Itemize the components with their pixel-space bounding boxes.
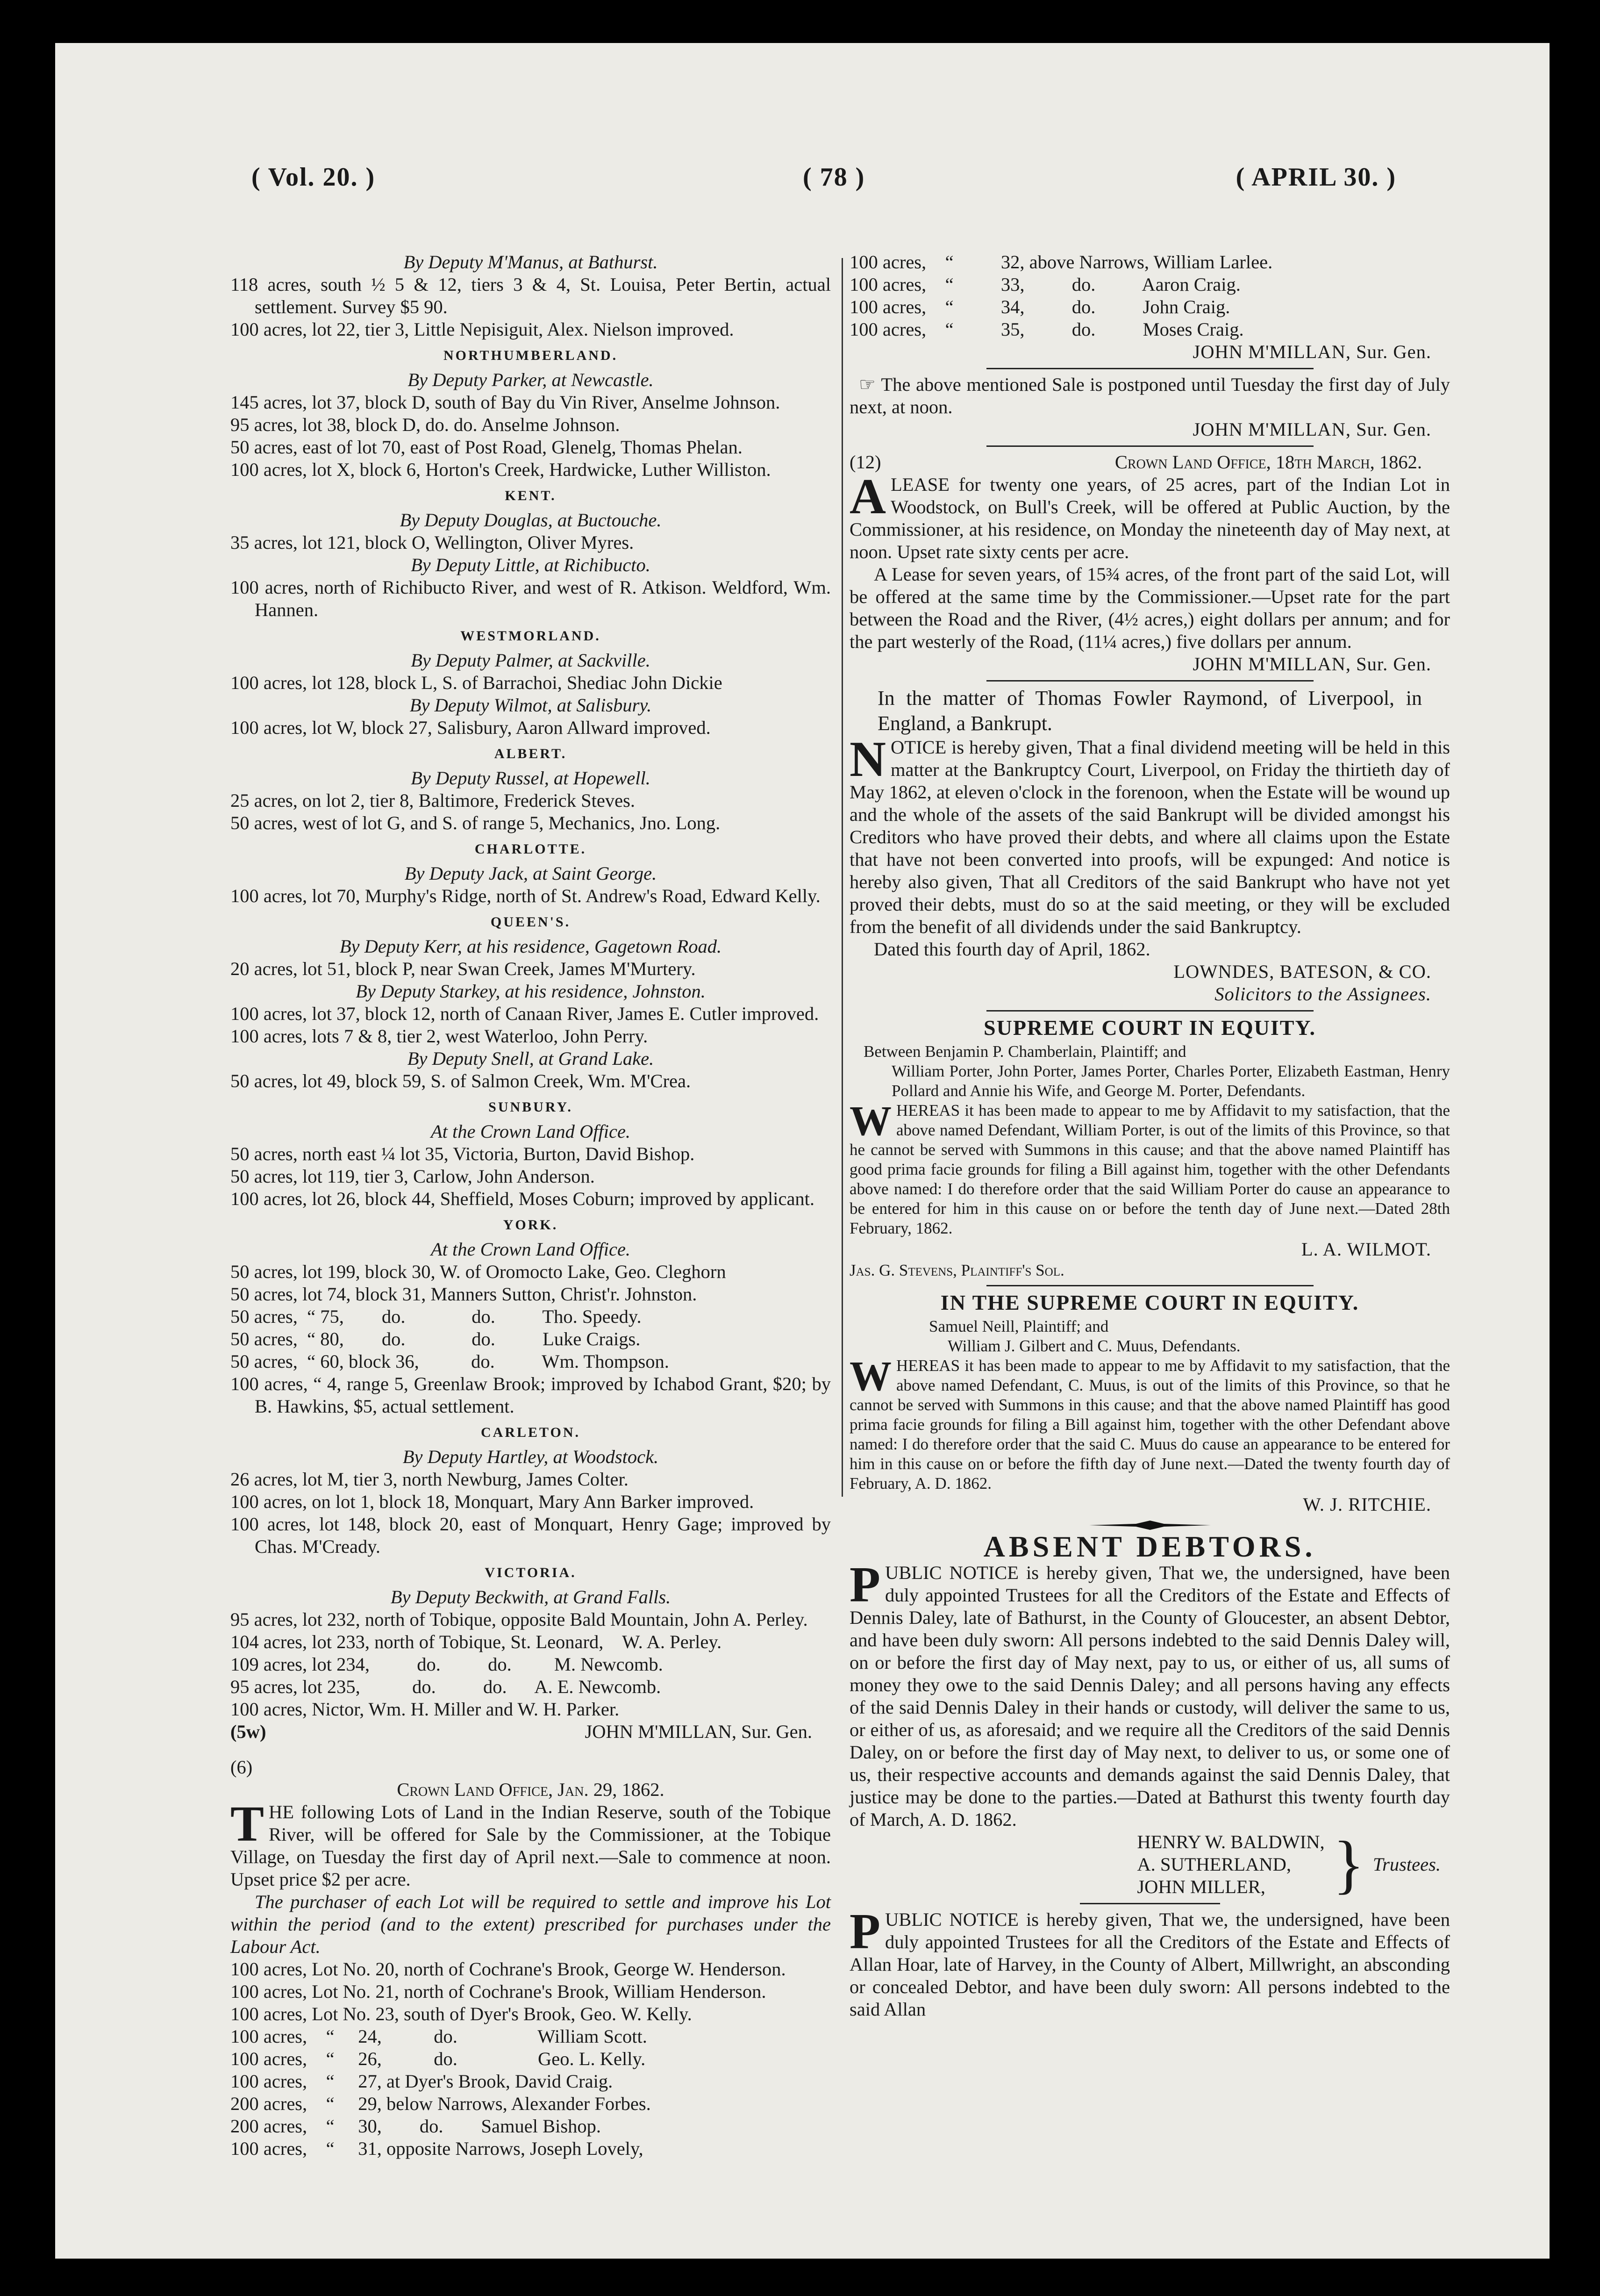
signature-mcmillan: JOHN M'MILLAN, Sur. Gen. (1193, 419, 1431, 440)
notice-body: HE following Lots of Land in the Indian Reserve, south of the Tobique River, will be offered for Sale by the Commissioner, at the Tobique Village, on Tuesday the first day of April next.—Sale to commence at noon. Upset price $2 per acre. (230, 1801, 831, 1890)
case-parties: William J. Gilbert and C. Muus, Defendants. (948, 1337, 1241, 1355)
signature-mcmillan: JOHN M'MILLAN, Sur. Gen. (1193, 341, 1431, 362)
deputy-heading: By Deputy Wilmot, at Salisbury. (409, 695, 652, 716)
county-heading: QUEEN'S. (490, 914, 571, 930)
postponement-notice (850, 373, 1450, 418)
deputy-heading: By Deputy Kerr, at his residence, Gagetown Road. (339, 936, 722, 957)
notice-number: (12) (850, 452, 881, 473)
right-column (850, 251, 1450, 2144)
county-heading: NORTHUMBERLAND. (443, 348, 618, 363)
land-entry: 95 acres, lot 235, do. do. A. E. Newcomb. (230, 1676, 661, 1697)
drop-cap: P (850, 1904, 880, 1959)
drop-cap: W (850, 1353, 892, 1399)
notice-dateline-row (850, 451, 1450, 474)
signature-lowndes: LOWNDES, BATESON, & CO. (1173, 961, 1431, 982)
notice-body: UBLIC NOTICE is hereby given, That we, the undersigned, have been duly appointed Trustees for all the Creditors of the Estate and Effects of Dennis Daley, late of Bathurst, in the County of Gloucester, an absent Debtor, and have been duly sworn: All persons indebted to the said Dennis Daley will, on or before the first day of May next, pay to us, or either of us, all sums of money they owe to the said Dennis Daley; and all persons having any effects of the said Dennis Daley in their hands or custody, will deliver the same to us, or either of us, as aforesaid; and we require all the Creditors of the said Dennis Daley, on or before the first day of May next, to deliver to us, or some one of us, their respective accounts and demands against the said Dennis Daley, that justice may be done to the parties.—Dated at Bathurst this twenty fourth day of March, A. D. 1862. (850, 1562, 1450, 1830)
land-entry: 50 acres, lot 74, block 31, Manners Sutton, Christ'r. Johnston. (230, 1284, 697, 1305)
land-entry: 50 acres, lot 199, block 30, W. of Oromocto Lake, Geo. Cleghorn (230, 1261, 726, 1282)
section-rule (986, 1009, 1314, 1012)
land-entry: 50 acres, north east ¼ lot 35, Victoria, Burton, David Bishop. (230, 1143, 695, 1164)
land-entry: 100 acres, lot 148, block 20, east of Monquart, Henry Gage; improved by Chas. M'Cready. (230, 1514, 831, 1557)
signature-ritchie: W. J. RITCHIE. (1303, 1494, 1431, 1515)
deputy-heading: By Deputy Snell, at Grand Lake. (407, 1048, 654, 1069)
page-number: ( 78 ) (803, 163, 865, 192)
land-entry: 145 acres, lot 37, block D, south of Bay du Vin River, Anselme Johnson. (230, 392, 780, 413)
bankruptcy-heading: In the matter of Thomas Fowler Raymond, of Liverpool, in England, a Bankrupt. (878, 687, 1422, 735)
lot-entry: 100 acres, Lot No. 21, north of Cochrane's Brook, William Henderson. (230, 1981, 766, 2002)
signature-mcmillan: JOHN M'MILLAN, Sur. Gen. (585, 1721, 812, 1742)
deputy-heading: By Deputy Beckwith, at Grand Falls. (390, 1586, 671, 1607)
land-entry: 50 acres, “ 75, do. do. Tho. Speedy. (230, 1306, 642, 1327)
lot-entry: 100 acres, Lot No. 20, north of Cochrane's Brook, George W. Henderson. (230, 1959, 786, 1980)
land-entry: 109 acres, lot 234, do. do. M. Newcomb. (230, 1654, 663, 1675)
case-parties: Between Benjamin P. Chamberlain, Plaintiff; and (864, 1042, 1186, 1061)
office-dateline: Crown Land Office, Jan. 29, 1862. (397, 1779, 664, 1800)
dated-line: Dated this fourth day of April, 1862. (874, 939, 1150, 960)
land-entry: 20 acres, lot 51, block P, near Swan Creek, James M'Murtery. (230, 958, 696, 979)
lot-entry: 100 acres, “ 24, do. William Scott. (230, 2026, 647, 2047)
equity-order-1 (850, 1098, 1450, 1238)
trustees-label: Trustees. (1372, 1854, 1441, 1875)
land-entry: 50 acres, lot 119, tier 3, Carlow, John Anderson. (230, 1166, 595, 1187)
land-entry: 35 acres, lot 121, block O, Wellington, Oliver Myres. (230, 532, 634, 553)
deputy-heading: By Deputy Hartley, at Woodstock. (402, 1446, 659, 1467)
land-entry: 100 acres, lot 128, block L, S. of Barrachoi, Shediac John Dickie (230, 672, 722, 693)
lot-entry: 100 acres, “ 35, do. Moses Craig. (850, 319, 1244, 340)
deputy-heading: By Deputy Douglas, at Buctouche. (400, 509, 662, 531)
land-entry: 100 acres, lot X, block 6, Horton's Creek, Hardwicke, Luther Williston. (230, 459, 771, 480)
land-entry: 104 acres, lot 233, north of Tobique, St. Leonard, W. A. Perley. (230, 1631, 722, 1652)
deputy-heading: By Deputy M'Manus, at Bathurst. (403, 251, 658, 273)
daley-notice (850, 1557, 1450, 1831)
case-parties: William Porter, John Porter, James Porter, Charles Porter, Elizabeth Eastman, Henry Pollard and Annie his Wife, and George M. Porter, Defendants. (892, 1062, 1450, 1100)
indian-reserve-notice (230, 1796, 831, 1891)
trustee-name: HENRY W. BALDWIN, (1137, 1831, 1325, 1852)
page-header (233, 162, 1415, 204)
land-entry: 100 acres, lots 7 & 8, tier 2, west Waterloo, John Perry. (230, 1026, 648, 1047)
notice-body: HEREAS it has been made to appear to me by Affidavit to my satisfaction, that the above named Defendant, William Porter, is out of the limits of this Province, so that he cannot be served with Summons in this cause; and that the above named Plaintiff has good prima facie grounds for filing a Bill against him, together with the other Defendants above named: I do therefore order that the said William Porter do cause an appearance to be entered for him in this cause on or before the tenth day of June next.—Dated 28th February, 1862. (850, 1101, 1450, 1237)
lease-notice (850, 469, 1450, 563)
deputy-heading: By Deputy Jack, at Saint George. (404, 863, 657, 884)
office-heading: At the Crown Land Office. (430, 1239, 631, 1260)
land-entry: 100 acres, north of Richibucto River, and west of R. Atkison. Weldford, Wm. Hannen. (230, 577, 831, 620)
land-entry: 50 acres, “ 60, block 36, do. Wm. Thompson. (230, 1351, 669, 1372)
drop-cap: P (850, 1557, 880, 1613)
notice-body: HEREAS it has been made to appear to me by Affidavit to my satisfaction, that the above named Defendant, C. Muus, is out of the limits of this Province, so that he cannot be served with Summons in this cause; and that the above named Plaintiff has good prima facie grounds for filing a Bill against him, together with the other Defendant above named: I do therefore order that the said C. Muus do cause an appearance to be entered for him in this cause on or before the fifth day of June next.—Dated the twenty fourth day of February, A. D. 1862. (850, 1356, 1450, 1492)
land-entry: 25 acres, on lot 2, tier 8, Baltimore, Frederick Steves. (230, 790, 636, 811)
land-entry: 95 acres, lot 38, block D, do. do. Anselme Johnson. (230, 414, 620, 435)
signature-row (230, 1721, 831, 1743)
land-entry: 100 acres, “ 4, range 5, Greenlaw Brook; improved by Ichabod Grant, $20; by B. Hawkins, $5, actual settlement. (230, 1373, 831, 1417)
volume-label: ( Vol. 20. ) (251, 163, 376, 192)
notice-body: The above mentioned Sale is postponed until Tuesday the first day of July next, at noon. (850, 374, 1450, 417)
purchaser-condition: The purchaser of each Lot will be required to settle and improve his Lot within the period (and to the extent) prescribed for purchases under the Labour Act. (230, 1891, 831, 1957)
equity-heading-1: SUPREME COURT IN EQUITY. (984, 1016, 1316, 1040)
land-entry: 100 acres, on lot 1, block 18, Monquart, Mary Ann Barker improved. (230, 1491, 754, 1512)
ornament-divider (1089, 1520, 1211, 1531)
land-entry: 26 acres, lot M, tier 3, north Newburg, James Colter. (230, 1469, 629, 1490)
lot-entry: 100 acres, “ 31, opposite Narrows, Joseph Lovely, (230, 2138, 643, 2159)
county-heading: YORK. (503, 1217, 558, 1233)
county-heading: KENT. (505, 488, 557, 503)
deputy-heading: By Deputy Russel, at Hopewell. (411, 768, 650, 789)
county-heading: ALBERT. (494, 746, 567, 761)
trustees-block (850, 1828, 1450, 1901)
lot-entry: 100 acres, Lot No. 23, south of Dyer's Brook, Geo. W. Kelly. (230, 2003, 692, 2024)
trustee-name: JOHN MILLER, (1137, 1876, 1265, 1897)
notice-number: (6) (230, 1757, 253, 1778)
lot-entry: 200 acres, “ 29, below Narrows, Alexander Forbes. (230, 2093, 651, 2114)
county-heading: WESTMORLAND. (460, 628, 601, 644)
land-entry: 100 acres, lot 37, block 12, north of Canaan River, James E. Cutler improved. (230, 1003, 819, 1024)
drop-cap: W (850, 1098, 892, 1144)
section-rule (986, 367, 1314, 370)
equity-order-2 (850, 1353, 1450, 1493)
notice-code: (5w) (230, 1721, 266, 1742)
county-heading: SUNBURY. (488, 1099, 573, 1115)
land-entry: 50 acres, lot 49, block 59, S. of Salmon Creek, Wm. M'Crea. (230, 1070, 691, 1091)
hoar-notice (850, 1904, 1450, 2021)
county-heading: VICTORIA. (485, 1565, 577, 1580)
lot-entry: 100 acres, “ 26, do. Geo. L. Kelly. (230, 2048, 646, 2069)
land-entry: 100 acres, lot W, block 27, Salisbury, Aaron Allward improved. (230, 717, 711, 738)
equity-heading-2: IN THE SUPREME COURT IN EQUITY. (940, 1291, 1359, 1314)
section-rule (986, 679, 1314, 682)
lease-notice-2: A Lease for seven years, of 15¾ acres, of the front part of the said Lot, will be offered at the same time by the Commissioner.—Upset rate for the part between the Road and the River, (4½ acres,) eight dollars per annum; and for the part westerly of the Road, (11¼ acres,) five dollars per annum. (850, 564, 1450, 652)
absent-debtors-heading: ABSENT DEBTORS. (983, 1530, 1316, 1563)
land-entry: 118 acres, south ½ 5 & 12, tiers 3 & 4, St. Louisa, Peter Bertin, actual settlement. Survey $5 90. (230, 274, 831, 317)
dividend-notice (850, 732, 1450, 938)
land-entry: 100 acres, lot 22, tier 3, Little Nepisiguit, Alex. Nielson improved. (230, 319, 734, 340)
land-entry: 100 acres, lot 70, Murphy's Ridge, north of St. Andrew's Road, Edward Kelly. (230, 885, 821, 906)
lot-entry: 100 acres, “ 33, do. Aaron Craig. (850, 274, 1241, 295)
notice-body: UBLIC NOTICE is hereby given, That we, the undersigned, have been duly appointed Trustees for all the Creditors of the Estate and Effects of Allan Hoar, late of Harvey, in the County of Albert, Millwright, an absconding or concealed Debtor, and have been duly sworn: All persons indebted to the said Allan (850, 1909, 1450, 2020)
drop-cap: N (850, 732, 886, 787)
office-heading: At the Crown Land Office. (430, 1121, 631, 1142)
county-heading: CARLETON. (481, 1425, 580, 1440)
lot-entry: 200 acres, “ 30, do. Samuel Bishop. (230, 2116, 601, 2137)
drop-cap: T (230, 1796, 264, 1852)
deputy-heading: By Deputy Little, at Richibucto. (411, 554, 650, 575)
notice-body: OTICE is hereby given, That a final dividend meeting will be held in this matter at the Bankruptcy Court, Liverpool, on Friday the thirtieth day of May 1862, at eleven o'clock in the forenoon, when the Estate will be wound up and the whole of the assets of the said Bankrupt will be divided amongst his Creditors who have proved their debts, and where all claims upon the Estate that have not been converted into proofs, will be expunged: And notice is hereby also given, That all Creditors of the said Bankrupt who have not yet proved their debts, must do so at the said meeting, or they will be excluded from the benefit of all dividends under the said Bankruptcy. (850, 737, 1450, 937)
lot-entry: 100 acres, “ 27, at Dyer's Brook, David Craig. (230, 2071, 613, 2092)
deputy-heading: By Deputy Parker, at Newcastle. (407, 369, 654, 390)
column-divider (842, 258, 843, 1497)
section-rule (986, 445, 1314, 447)
issue-date: ( APRIL 30. ) (1236, 163, 1396, 192)
plaintiff-solicitor: Jas. G. Stevens, Plaintiff's Sol. (850, 1261, 1064, 1279)
section-rule (986, 1284, 1314, 1287)
newspaper-page (55, 43, 1550, 2259)
pointing-hand-icon: ☞ (859, 374, 881, 395)
brace-glyph: } (1333, 1828, 1364, 1901)
land-entry: 50 acres, west of lot G, and S. of range 5, Mechanics, Jno. Long. (230, 812, 721, 833)
land-entry: 100 acres, lot 26, block 44, Sheffield, Moses Coburn; improved by applicant. (230, 1188, 815, 1209)
deputy-heading: By Deputy Palmer, at Sackville. (411, 650, 650, 671)
trustee-name: A. SUTHERLAND, (1137, 1854, 1292, 1875)
left-column (230, 251, 831, 2159)
land-entry: 50 acres, east of lot 70, east of Post Road, Glenelg, Thomas Phelan. (230, 437, 743, 458)
lot-entry: 100 acres, “ 34, do. John Craig. (850, 296, 1230, 317)
land-entry: 95 acres, lot 232, north of Tobique, opposite Bald Mountain, John A. Perley. (230, 1609, 808, 1630)
lot-entry: 100 acres, “ 32, above Narrows, William Larlee. (850, 251, 1273, 273)
land-entry: 50 acres, “ 80, do. do. Luke Craigs. (230, 1328, 641, 1349)
drop-cap: A (850, 469, 886, 524)
office-dateline: Crown Land Office, 18th March, 1862. (1114, 452, 1422, 473)
notice-body: LEASE for twenty one years, of 25 acres, part of the Indian Lot in Woodstock, on Bull's Creek, will be offered at Public Auction, by the Commissioner, at his residence, on Monday the nineteenth day of May next, at noon. Upset rate sixty cents per acre. (850, 474, 1450, 562)
signature-mcmillan: JOHN M'MILLAN, Sur. Gen. (1193, 653, 1431, 674)
county-heading: CHARLOTTE. (474, 841, 587, 857)
case-parties: Samuel Neill, Plaintiff; and (929, 1317, 1109, 1335)
solicitors-label: Solicitors to the Assignees. (1214, 983, 1431, 1004)
deputy-heading: By Deputy Starkey, at his residence, Johnston. (356, 981, 706, 1002)
section-rule (1080, 1902, 1220, 1905)
signature-wilmot: L. A. WILMOT. (1301, 1239, 1431, 1260)
land-entry: 100 acres, Nictor, Wm. H. Miller and W. H. Parker. (230, 1699, 620, 1720)
